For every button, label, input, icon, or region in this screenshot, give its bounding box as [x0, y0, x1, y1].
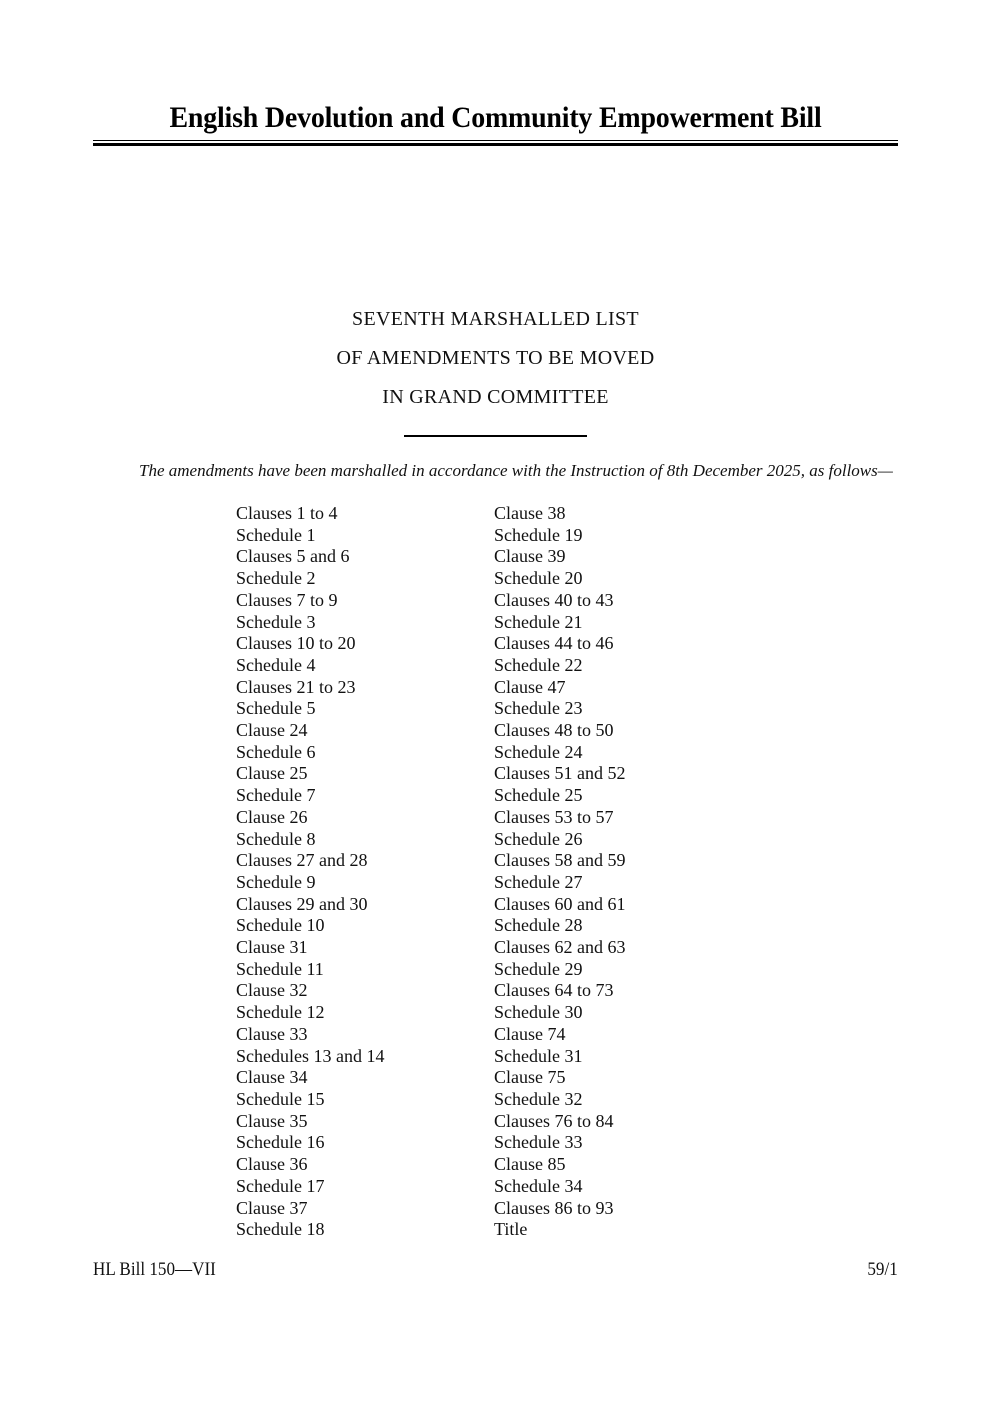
list-item: Schedule 25 — [494, 785, 583, 806]
list-item: Schedule 2 — [236, 568, 316, 589]
list-item: Clause 37 — [236, 1197, 308, 1218]
list-item: Clauses 58 and 59 — [494, 850, 626, 871]
list-item: Schedule 30 — [494, 1002, 583, 1023]
list-item: Clause 74 — [494, 1023, 566, 1044]
list-item: Clauses 44 to 46 — [494, 633, 614, 654]
footer-page-number: 59/1 — [867, 1259, 898, 1280]
rule-thick-line — [93, 143, 898, 146]
list-item: Clauses 51 and 52 — [494, 763, 626, 784]
list-item: Title — [494, 1219, 528, 1240]
list-item: Schedule 8 — [236, 828, 316, 849]
list-item: Schedule 23 — [494, 698, 583, 719]
list-item: Schedule 20 — [494, 568, 583, 589]
list-item: Schedule 34 — [494, 1175, 583, 1196]
list-item: Schedule 3 — [236, 611, 316, 632]
list-item: Schedule 18 — [236, 1219, 325, 1240]
list-item: Schedule 15 — [236, 1088, 325, 1109]
section-divider-rule — [404, 435, 587, 437]
marshalling-list-left-column — [236, 503, 494, 1241]
list-item: Schedule 16 — [236, 1132, 325, 1153]
list-item: Clause 35 — [236, 1110, 308, 1131]
list-item: Schedule 12 — [236, 1002, 325, 1023]
list-item: Clauses 40 to 43 — [494, 589, 614, 610]
list-item: Schedule 24 — [494, 741, 583, 762]
list-item: Clause 32 — [236, 980, 308, 1001]
list-item: Clauses 76 to 84 — [494, 1110, 614, 1131]
list-item: Clause 75 — [494, 1067, 566, 1088]
footer-bill-reference: HL Bill 150—VII — [93, 1259, 216, 1280]
list-item: Schedule 19 — [494, 524, 583, 545]
heading-line-committee: IN GRAND COMMITTEE — [382, 386, 609, 408]
list-item: Clauses 10 to 20 — [236, 633, 356, 654]
list-item: Clauses 62 and 63 — [494, 937, 626, 958]
page-title: English Devolution and Community Empowerment Bill — [169, 101, 822, 134]
list-item: Clause 34 — [236, 1067, 308, 1088]
title-block — [93, 100, 898, 146]
list-item: Schedule 31 — [494, 1045, 583, 1066]
list-item: Clauses 27 and 28 — [236, 850, 368, 871]
list-item: Schedule 21 — [494, 611, 583, 632]
list-item: Schedule 11 — [236, 958, 324, 979]
heading-block — [93, 300, 898, 417]
list-item: Clause 24 — [236, 720, 308, 741]
list-item: Clause 39 — [494, 546, 566, 567]
list-item: Clauses 7 to 9 — [236, 589, 338, 610]
list-item: Schedule 1 — [236, 524, 316, 545]
list-item: Clause 33 — [236, 1023, 308, 1044]
list-item: Schedule 22 — [494, 654, 583, 675]
marshalling-list-right-column — [494, 503, 794, 1241]
list-item: Schedule 7 — [236, 785, 316, 806]
list-item: Schedule 29 — [494, 958, 583, 979]
list-item: Clause 26 — [236, 806, 308, 827]
list-item: Schedules 13 and 14 — [236, 1045, 385, 1066]
list-item: Clauses 5 and 6 — [236, 546, 350, 567]
list-item: Clauses 60 and 61 — [494, 893, 626, 914]
list-item: Schedule 6 — [236, 741, 316, 762]
heading-line-list-type: SEVENTH MARSHALLED LIST — [352, 308, 639, 330]
list-item: Schedule 27 — [494, 871, 583, 892]
list-item: Schedule 10 — [236, 915, 325, 936]
list-item: Clauses 29 and 30 — [236, 893, 368, 914]
title-double-rule — [93, 140, 898, 146]
list-item: Clauses 86 to 93 — [494, 1197, 614, 1218]
list-item: Clause 31 — [236, 937, 308, 958]
list-item: Clauses 48 to 50 — [494, 720, 614, 741]
instruction-paragraph: The amendments have been marshalled in accordance with the Instruction of 8th December 2025, as follows— — [139, 461, 893, 480]
list-item: Clauses 21 to 23 — [236, 676, 356, 697]
heading-line-amendments: OF AMENDMENTS TO BE MOVED — [336, 347, 655, 369]
list-item: Schedule 17 — [236, 1175, 325, 1196]
list-item: Schedule 26 — [494, 828, 583, 849]
list-item: Clauses 53 to 57 — [494, 806, 614, 827]
list-item: Clauses 64 to 73 — [494, 980, 614, 1001]
list-item: Schedule 28 — [494, 915, 583, 936]
list-item: Clauses 1 to 4 — [236, 503, 338, 523]
list-item: Schedule 9 — [236, 871, 316, 892]
list-item: Clause 85 — [494, 1154, 566, 1175]
list-item: Clause 36 — [236, 1154, 308, 1175]
list-item: Schedule 5 — [236, 698, 316, 719]
list-item: Schedule 4 — [236, 654, 316, 675]
page-footer — [93, 1258, 898, 1282]
list-item: Clause 25 — [236, 763, 308, 784]
list-item: Schedule 32 — [494, 1088, 583, 1109]
list-item: Clause 47 — [494, 676, 566, 697]
list-item: Schedule 33 — [494, 1132, 583, 1153]
list-item: Clause 38 — [494, 503, 566, 523]
